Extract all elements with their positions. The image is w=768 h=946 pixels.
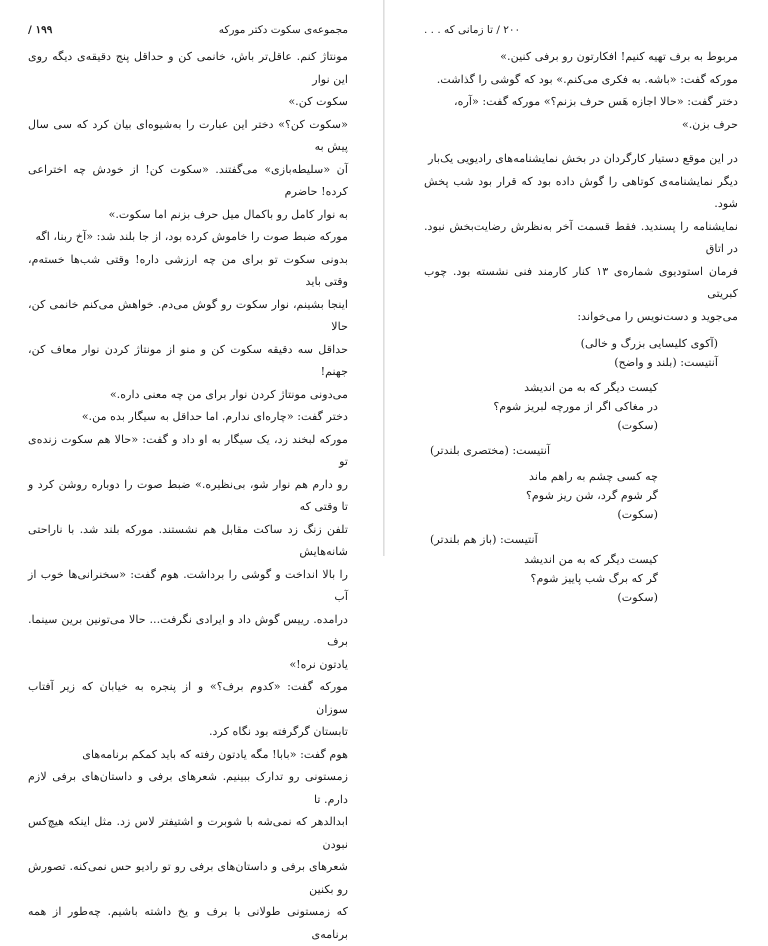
speaker-line-1: آنتیست: (بلند و واضح)	[614, 356, 718, 369]
left-page-header	[28, 22, 348, 38]
text-line: (سکوت)	[617, 419, 658, 432]
text-line: تابستان گرگرفته بود نگاه کرد.	[208, 725, 348, 738]
text-line: دختر گفت: «چاره‌ای ندارم. اما حداقل به سیگار بده من.»	[81, 410, 348, 423]
text-line: گر شوم گرد، شن ریز شوم؟	[525, 489, 658, 502]
text-line: می‌جوید و دست‌نویس را می‌خواند:	[577, 309, 738, 323]
text-line: ابدالدهر که نمی‌شه با شوبرت و اشتیفتر لاس زد. مثل اینکه هیچ‌کس نبودن	[28, 815, 348, 851]
speaker-line-2: آنتیست: (مختصری بلندتر)	[430, 444, 551, 457]
right-page-body-top	[424, 46, 738, 136]
text-line: می‌دونی مونتاژ کردن نوار برای من چه معنی داره.»	[109, 387, 348, 401]
poem-stanza-3	[424, 550, 738, 607]
text-line: حرف بزن.»	[681, 117, 738, 131]
poem-stanza-2	[424, 467, 738, 524]
text-line: درامده. رییس گوش داد و ایرادی نگرفت... حالا می‌تونین برین سینما. برف	[28, 612, 348, 648]
left-page-body	[28, 46, 348, 946]
poem-stanza-1	[424, 378, 738, 435]
text-line: سکوت کن.»	[288, 95, 348, 108]
text-line: هوم گفت: «بابا! مگه یادتون رفته که باید کمکم برنامه‌های	[82, 747, 348, 761]
text-line: مورکه گفت: «کدوم برف؟» و از پنجره به خیابان که زیر آفتاب سوزان	[28, 680, 348, 716]
text-line: شعرهای برفی و داستان‌های برفی رو تو رادیو حس نمی‌کنه. تصورش رو بکنین	[28, 860, 348, 896]
text-line: اینجا بشینم، نوار سکوت رو گوش می‌دم. خواهش می‌کنم خانمی کن، حالا	[28, 297, 348, 333]
text-line: که زمستونی طولانی با برف و یخ داشته باشیم. چه‌طور از همه برنامه‌ی	[28, 905, 348, 941]
text-line: در این موقع دستیار کارگردان در بخش نمایشنامه‌های رادیویی یک‌بار	[428, 152, 738, 165]
speaker-line-3: آنتیست: (باز هم بلندتر)	[430, 533, 538, 546]
right-page-body-mid	[424, 148, 738, 328]
text-line: زمستونی رو تدارک ببینیم. شعرهای برفی و داستان‌های برفی لازم دارم. تا	[28, 770, 348, 806]
text-line: آن «سلیطه‌بازی» می‌گفتند. «سکوت کن! از خودش چه اختراعی کرده! حاضرم	[28, 162, 348, 198]
left-page-number: ۱۹۹ /	[28, 24, 53, 36]
text-line: دیگر نمایشنامه‌ی کوتاهی را گوش داده بود که قرار بود شب پخش شود.	[424, 174, 738, 210]
text-line: بدونی سکوت تو برای من چه ارزشی داره! وقتی شب‌ها خسته‌م، وقتی باید	[28, 252, 348, 288]
left-page	[0, 0, 384, 941]
text-line: کیست دیگر که به من اندیشد	[524, 381, 658, 394]
text-line: را بالا انداخت و گوشی را برداشت. هوم گفت: «سخنرانی‌ها خوب از آب	[28, 567, 348, 603]
text-line: مونتاژ کنم. عاقل‌تر باش، خانمی کن و حداقل پنج دقیقه‌ی دیگه روی این نوار	[28, 50, 348, 86]
text-line: در مغاکی اگر از مورچه لبریز شوم؟	[493, 400, 658, 413]
right-header-title: ۲۰۰ / تا زمانی که . . .	[424, 24, 521, 36]
right-page-header	[424, 22, 738, 38]
text-line: گر که برگ شب پاییز شوم؟	[530, 572, 658, 585]
text-line: «سکوت کن؟» دختر این عبارت را به‌شیوه‌ای بیان کرد که سی سال پیش به	[28, 117, 348, 153]
text-line: به نوار کامل رو باکمال میل حرف بزنم اما سکوت.»	[108, 207, 348, 221]
text-line: یادتون نره!»	[289, 657, 348, 671]
text-line: نمایشنامه را پسندید. فقط قسمت آخر به‌نظرش رضایت‌بخش نبود. در اتاق	[424, 219, 738, 255]
left-header-title: مجموعه‌ی سکوت دکتر مورکه	[218, 24, 348, 36]
text-line: (سکوت)	[617, 591, 658, 604]
text-line: تلفن زنگ زد ساکت مقابل هم نشستند. مورکه بلند شد. با ناراحتی شانه‌هایش	[28, 522, 348, 558]
text-line: مورکه گفت: «باشه. به فکری می‌کنم.» بود که گوشی را گذاشت.	[436, 72, 738, 86]
text-line: کیست دیگر که به من اندیشد	[524, 553, 658, 566]
text-line: مورکه لبخند زد، یک سیگار به او داد و گفت: «حالا هم سکوت زنده‌ی تو	[28, 432, 348, 468]
text-line: حداقل سه دقیقه سکوت کن و منو از مونتاژ کردن نوار معاف کن، جهنم!	[28, 342, 348, 378]
text-line: مورکه ضبط صوت را خاموش کرده بود، از جا بلند شد: «آخ ربنا، اگه	[35, 230, 348, 243]
text-line: مربوط به برف تهیه کنیم! افکارتون رو برفی کنین.»	[500, 50, 738, 63]
text-line: رو دارم هم نوار شو، بی‌نظیره.» ضبط صوت را دوباره روشن کرد و تا وقتی که	[28, 477, 348, 513]
text-line: چه کسی چشم به راهم ماند	[528, 470, 658, 483]
text-line: دختر گفت: «حالا اجازه هَس حرف بزنم؟» مورکه گفت: «آره،	[454, 95, 738, 108]
text-line: فرمان استودیوی شماره‌ی ۱۳ کنار کارمند فنی نشسته بود. چوب کبریتی	[424, 264, 738, 300]
stage-direction-1: (آکوی کلیسایی بزرگ و خالی)	[580, 337, 718, 350]
right-page	[384, 0, 768, 604]
text-line: (سکوت)	[617, 508, 658, 521]
